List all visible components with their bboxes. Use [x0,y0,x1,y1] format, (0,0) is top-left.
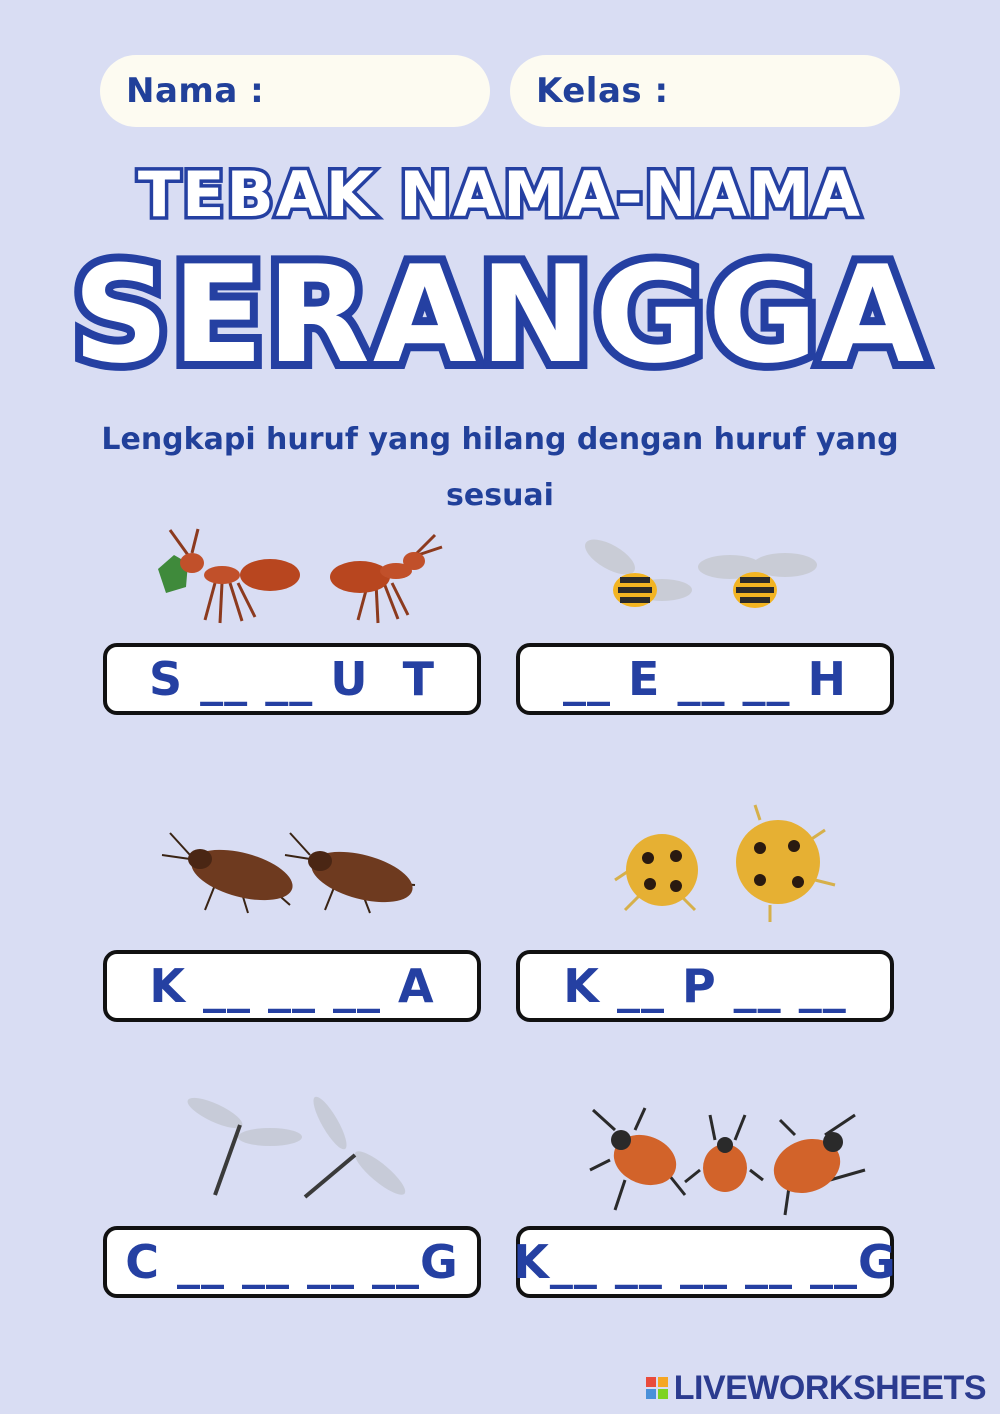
dragonfly-icon [185,1095,415,1205]
beetle-icon [585,1100,870,1225]
brand-text: LIVEWORKSHEETS [673,1368,986,1407]
ladybug-icon [610,800,840,925]
brand-square [646,1377,656,1387]
title-line-1: TEBAK NAMA-NAMA [137,158,863,231]
answer-box-ladybug[interactable]: K __ P __ __ [516,950,894,1022]
class-label: Kelas : [536,71,669,111]
brand-square [658,1377,668,1387]
brand-mark-icon [646,1377,668,1399]
liveworksheets-logo [646,1368,986,1408]
ant-icon [150,525,450,630]
answer-box-dragonfly[interactable]: C __ __ __ __G [103,1226,481,1298]
brand-square [646,1389,656,1399]
name-label: Nama : [126,71,265,111]
answer-box-beetle[interactable]: K__ __ __ __ __G [516,1226,894,1298]
title-line-2: SERANGGA [72,237,928,393]
cockroach-icon [160,825,425,915]
class-field[interactable] [510,55,900,127]
bee-icon [580,535,820,630]
answer-box-cockroach[interactable]: K __ __ __ A [103,950,481,1022]
brand-square [658,1389,668,1399]
instruction-text: Lengkapi huruf yang hilang dengan huruf yang sesuai [101,422,899,513]
answer-box-bee[interactable]: __ E __ __ H [516,643,894,715]
answer-box-ant[interactable]: S __ __ U T [103,643,481,715]
name-field[interactable] [100,55,490,127]
